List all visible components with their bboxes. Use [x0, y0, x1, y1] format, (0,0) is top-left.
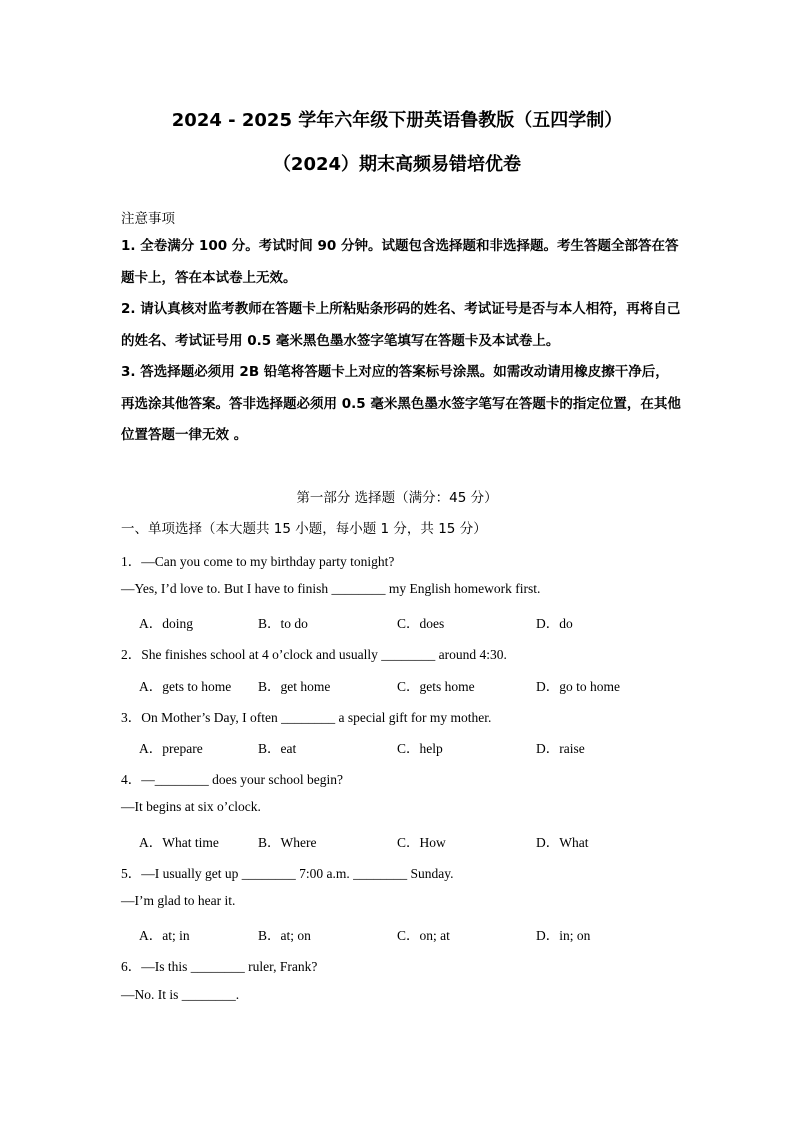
option-b: B．Where — [258, 835, 317, 850]
option-c: C．gets home — [397, 679, 475, 694]
question-1-stem: 1．—Can you come to my birthday party tonight? — [121, 554, 395, 569]
question-2-options — [139, 675, 699, 695]
section-title: 一、单项选择（本大题共 15 小题，每小题 1 分，共 15 分） — [121, 521, 487, 537]
question-5-stem: 5．—I usually get up ________ 7:00 a.m. ________ Sunday. — [121, 866, 454, 881]
question-3-stem: 3．On Mother’s Day, I often ________ a special gift for my mother. — [121, 710, 492, 725]
page-title-line1: 2024 - 2025 学年六年级下册英语鲁教版（五四学制） — [171, 110, 623, 131]
note-item-3: 3. 答选择题必须用 2B 铅笔将答题卡上对应的答案标号涂黑。如需改动请用橡皮擦干净后，再选涂其他答案。答非选择题必须用 0.5 毫米黑色墨水签字笔写在答题卡的指定位置，在其他位置答题一律无效 。 — [121, 364, 681, 443]
note-item-2: 2. 请认真核对监考教师在答题卡上所粘贴条形码的姓名、考试证号是否与本人相符，再将自己的姓名、考试证号用 0.5 毫米黑色墨水签字笔填写在答题卡及本试卷上。 — [121, 301, 681, 349]
option-c: C．help — [397, 741, 443, 756]
option-b: B．to do — [258, 616, 308, 631]
question-5-options — [139, 924, 699, 944]
note-item-1: 1. 全卷满分 100 分。考试时间 90 分钟。试题包含选择题和非选择题。考生答题全部答在答题卡上，答在本试卷上无效。 — [121, 238, 679, 286]
option-a: A．prepare — [139, 741, 203, 756]
option-c: C．on; at — [397, 928, 450, 943]
option-d: D．do — [536, 616, 573, 631]
question-3-options — [139, 737, 699, 757]
option-b: B．eat — [258, 741, 297, 756]
option-b: B．at; on — [258, 928, 311, 943]
question-1-reply: —Yes, I’d love to. But I have to finish ________ my English homework first. — [121, 581, 541, 596]
part-title: 第一部分 选择题（满分：45 分） — [296, 490, 498, 506]
option-a: A．What time — [139, 835, 219, 850]
question-4-options — [139, 831, 699, 851]
question-1-options — [139, 612, 699, 632]
question-2-stem: 2．She finishes school at 4 o’clock and usually ________ around 4:30. — [121, 647, 507, 662]
page-title-line2: （2024）期末高频易错培优卷 — [272, 154, 522, 175]
question-6-reply: —No. It is ________. — [121, 987, 240, 1002]
option-a: A．doing — [139, 616, 193, 631]
option-d: D．in; on — [536, 928, 591, 943]
option-c: C．does — [397, 616, 445, 631]
question-5-reply: —I’m glad to hear it. — [121, 893, 236, 908]
question-4-stem: 4．—________ does your school begin? — [121, 772, 343, 787]
option-c: C．How — [397, 835, 446, 850]
notes-heading: 注意事项 — [121, 211, 175, 227]
option-a: A．gets to home — [139, 679, 232, 694]
option-b: B．get home — [258, 679, 331, 694]
option-d: D．go to home — [536, 679, 620, 694]
option-d: D．raise — [536, 741, 585, 756]
option-a: A．at; in — [139, 928, 190, 943]
option-d: D．What — [536, 835, 589, 850]
question-6-stem: 6．—Is this ________ ruler, Frank? — [121, 959, 318, 974]
question-4-reply: —It begins at six o’clock. — [121, 799, 261, 814]
